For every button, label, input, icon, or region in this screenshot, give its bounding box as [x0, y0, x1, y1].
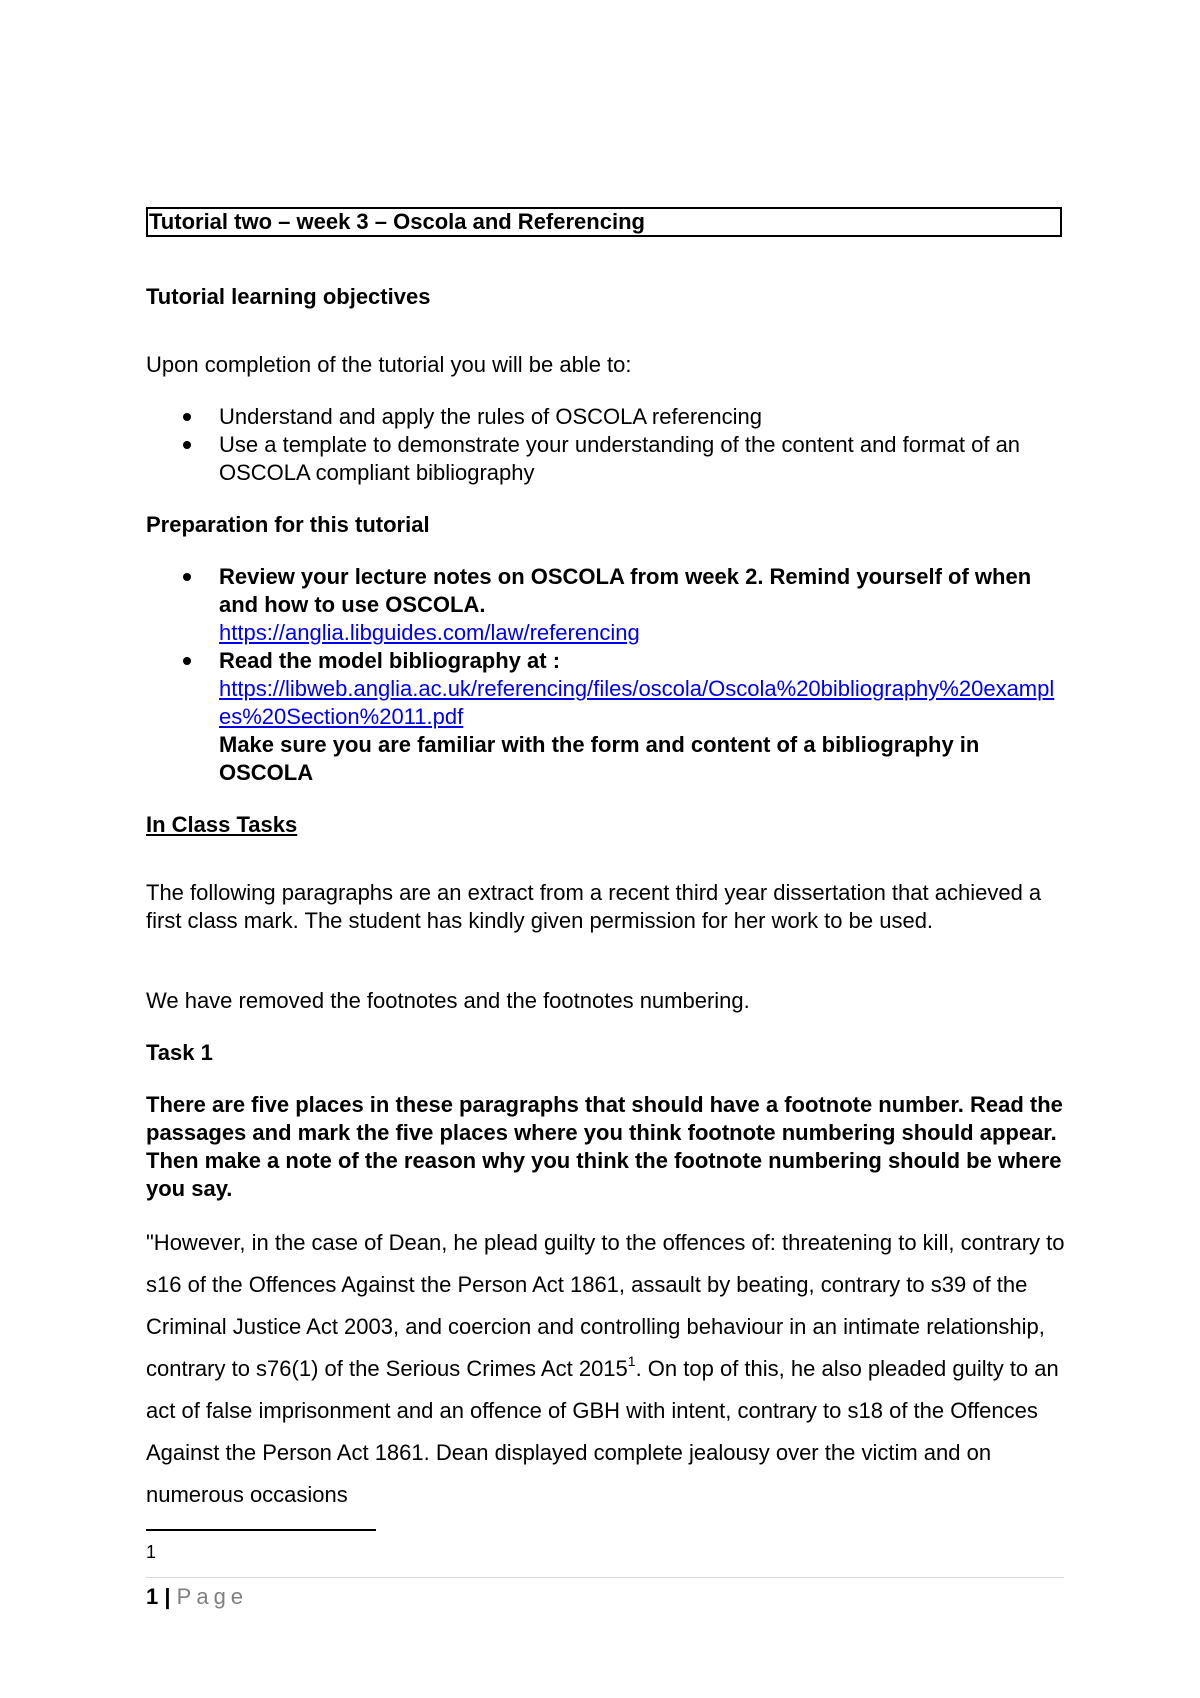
document-page	[146, 0, 1066, 1698]
bullet-icon	[183, 413, 191, 421]
in-class-paragraph: The following paragraphs are an extract from a recent third year dissertation that achieved a first class mark. The student has kindly given permission for her work to be used.	[146, 880, 1042, 933]
list-item	[146, 563, 1066, 647]
objective-text: Use a template to demonstrate your understanding of the content and format of an OSCOLA compliant bibliography	[219, 432, 1021, 485]
list-item	[146, 647, 1066, 787]
objectives-heading: Tutorial learning objectives	[146, 284, 431, 309]
dissertation-extract	[146, 1222, 1066, 1516]
footer-divider	[146, 1577, 1064, 1578]
document-title: Tutorial two – week 3 – Oscola and Referencing	[146, 207, 1062, 237]
preparation-list	[146, 563, 1066, 787]
page-footer	[146, 1583, 248, 1611]
list-item	[146, 403, 1066, 431]
libguides-link[interactable]: https://anglia.libguides.com/law/referencing	[219, 620, 640, 645]
preparation-note: Make sure you are familiar with the form and content of a bibliography in OSCOLA	[219, 732, 980, 785]
model-bibliography-link[interactable]: https://libweb.anglia.ac.uk/referencing/files/oscola/Oscola%20bibliography%20examples%20Section%2011.pdf	[219, 676, 1055, 729]
preparation-heading: Preparation for this tutorial	[146, 512, 430, 537]
objective-text: Understand and apply the rules of OSCOLA referencing	[219, 404, 762, 429]
in-class-heading: In Class Tasks	[146, 812, 298, 837]
in-class-paragraph: We have removed the footnotes and the footnotes numbering.	[146, 988, 750, 1013]
task-heading: Task 1	[146, 1040, 213, 1065]
page-label: Page	[176, 1584, 249, 1609]
page-number: 1	[146, 1584, 159, 1609]
footnote-number: 1	[146, 1542, 157, 1562]
objectives-list	[146, 403, 1066, 487]
page-separator: |	[164, 1584, 171, 1609]
bullet-icon	[183, 657, 191, 665]
extract-text: "However, in the case of Dean, he plead guilty to the offences of: threatening to kill, contrary to s16 of the Offences Against the Person Act 1861, assault by beating, contrary to s39 of the Criminal Justice Act 2003, and coercion and controlling behaviour in an intimate relationship, contrary to s76(1) of the Serious Crimes Act 2015	[146, 1230, 1065, 1381]
extract-text: . On top of this, he also pleaded guilty to an act of false imprisonment and an offence of GBH with intent, contrary to s18 of the Offences Against the Person Act 1861. Dean displayed complete jealousy over the victim and on numerous occasions	[146, 1356, 1059, 1507]
list-item	[146, 431, 1066, 487]
bullet-icon	[183, 441, 191, 449]
preparation-item-text: Review your lecture notes on OSCOLA from week 2. Remind yourself of when and how to use OSCOLA.	[219, 564, 1032, 617]
task-instructions: There are five places in these paragraphs that should have a footnote number. Read the passages and mark the five places where you think footnote numbering should appear. Then make a note of the reason why you think the footnote numbering should be where you say.	[146, 1092, 1063, 1201]
preparation-item-text: Read the model bibliography at :	[219, 648, 561, 673]
bullet-icon	[183, 573, 191, 581]
footnote-separator	[146, 1529, 376, 1531]
footnote-marker: 1	[627, 1352, 636, 1369]
objectives-intro: Upon completion of the tutorial you will be able to:	[146, 352, 632, 377]
